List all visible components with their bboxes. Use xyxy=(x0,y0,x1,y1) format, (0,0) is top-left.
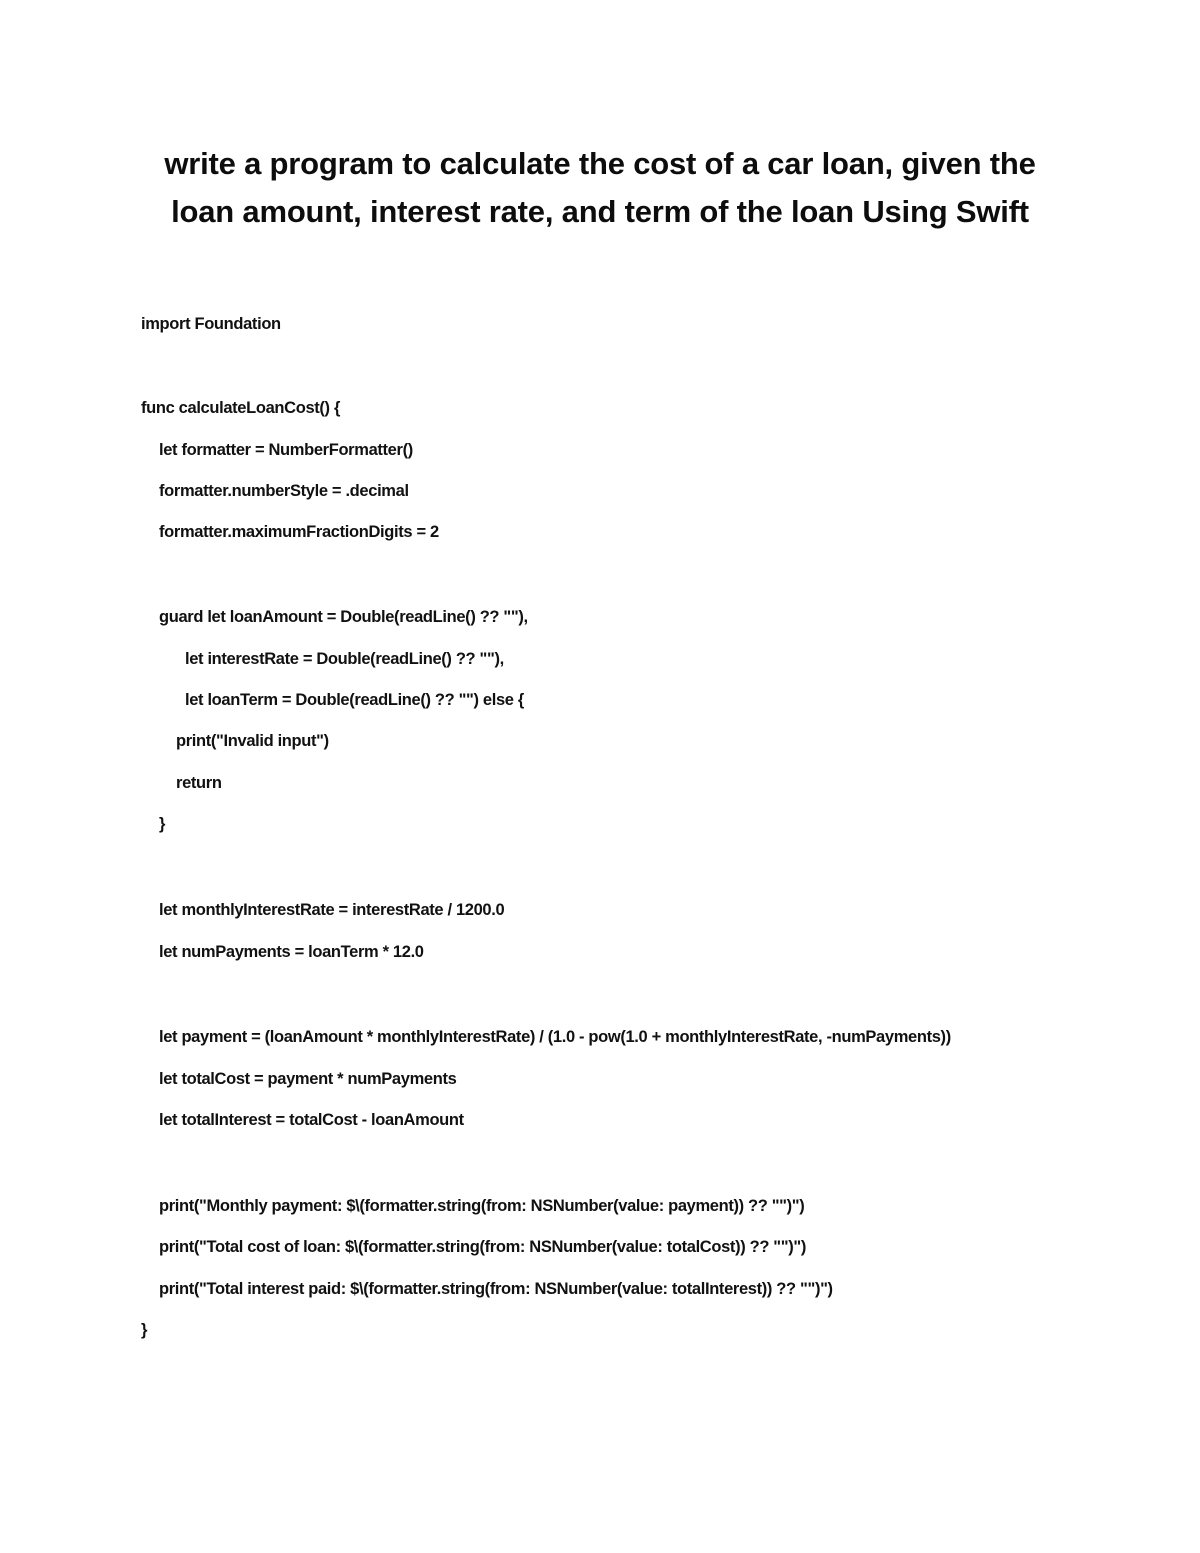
code-line: } xyxy=(159,815,166,833)
code-line: import Foundation xyxy=(141,315,281,333)
code-line: let numPayments = loanTerm * 12.0 xyxy=(159,943,424,961)
code-line: formatter.maximumFractionDigits = 2 xyxy=(159,523,439,541)
code-line: print("Total interest paid: $\(formatter.string(from: NSNumber(value: totalInterest)) ?? "")") xyxy=(159,1280,833,1298)
title-line-2: loan amount, interest rate, and term of the loan Using Swift xyxy=(171,194,1029,229)
code-line: let loanTerm = Double(readLine() ?? "") else { xyxy=(185,691,524,709)
document-title xyxy=(100,140,1100,236)
code-line: print("Monthly payment: $\(formatter.string(from: NSNumber(value: payment)) ?? "")") xyxy=(159,1197,805,1215)
code-line: let monthlyInterestRate = interestRate / 1200.0 xyxy=(159,901,505,919)
code-line: guard let loanAmount = Double(readLine() ?? ""), xyxy=(159,608,528,626)
code-line: print("Total cost of loan: $\(formatter.string(from: NSNumber(value: totalCost)) ?? "")") xyxy=(159,1238,806,1256)
code-line: return xyxy=(176,774,222,792)
title-line-1: write a program to calculate the cost of a car loan, given the xyxy=(164,146,1036,181)
code-line: formatter.numberStyle = .decimal xyxy=(159,482,409,500)
code-line: let interestRate = Double(readLine() ?? ""), xyxy=(185,650,504,668)
code-line: let formatter = NumberFormatter() xyxy=(159,441,413,459)
code-line: print("Invalid input") xyxy=(176,732,329,750)
code-line: let totalCost = payment * numPayments xyxy=(159,1070,457,1088)
code-line: let totalInterest = totalCost - loanAmount xyxy=(159,1111,464,1129)
code-line: func calculateLoanCost() { xyxy=(141,399,341,417)
code-line: let payment = (loanAmount * monthlyInterestRate) / (1.0 - pow(1.0 + monthlyInterestRate, -numPayments)) xyxy=(159,1028,951,1046)
code-line: } xyxy=(141,1321,148,1339)
